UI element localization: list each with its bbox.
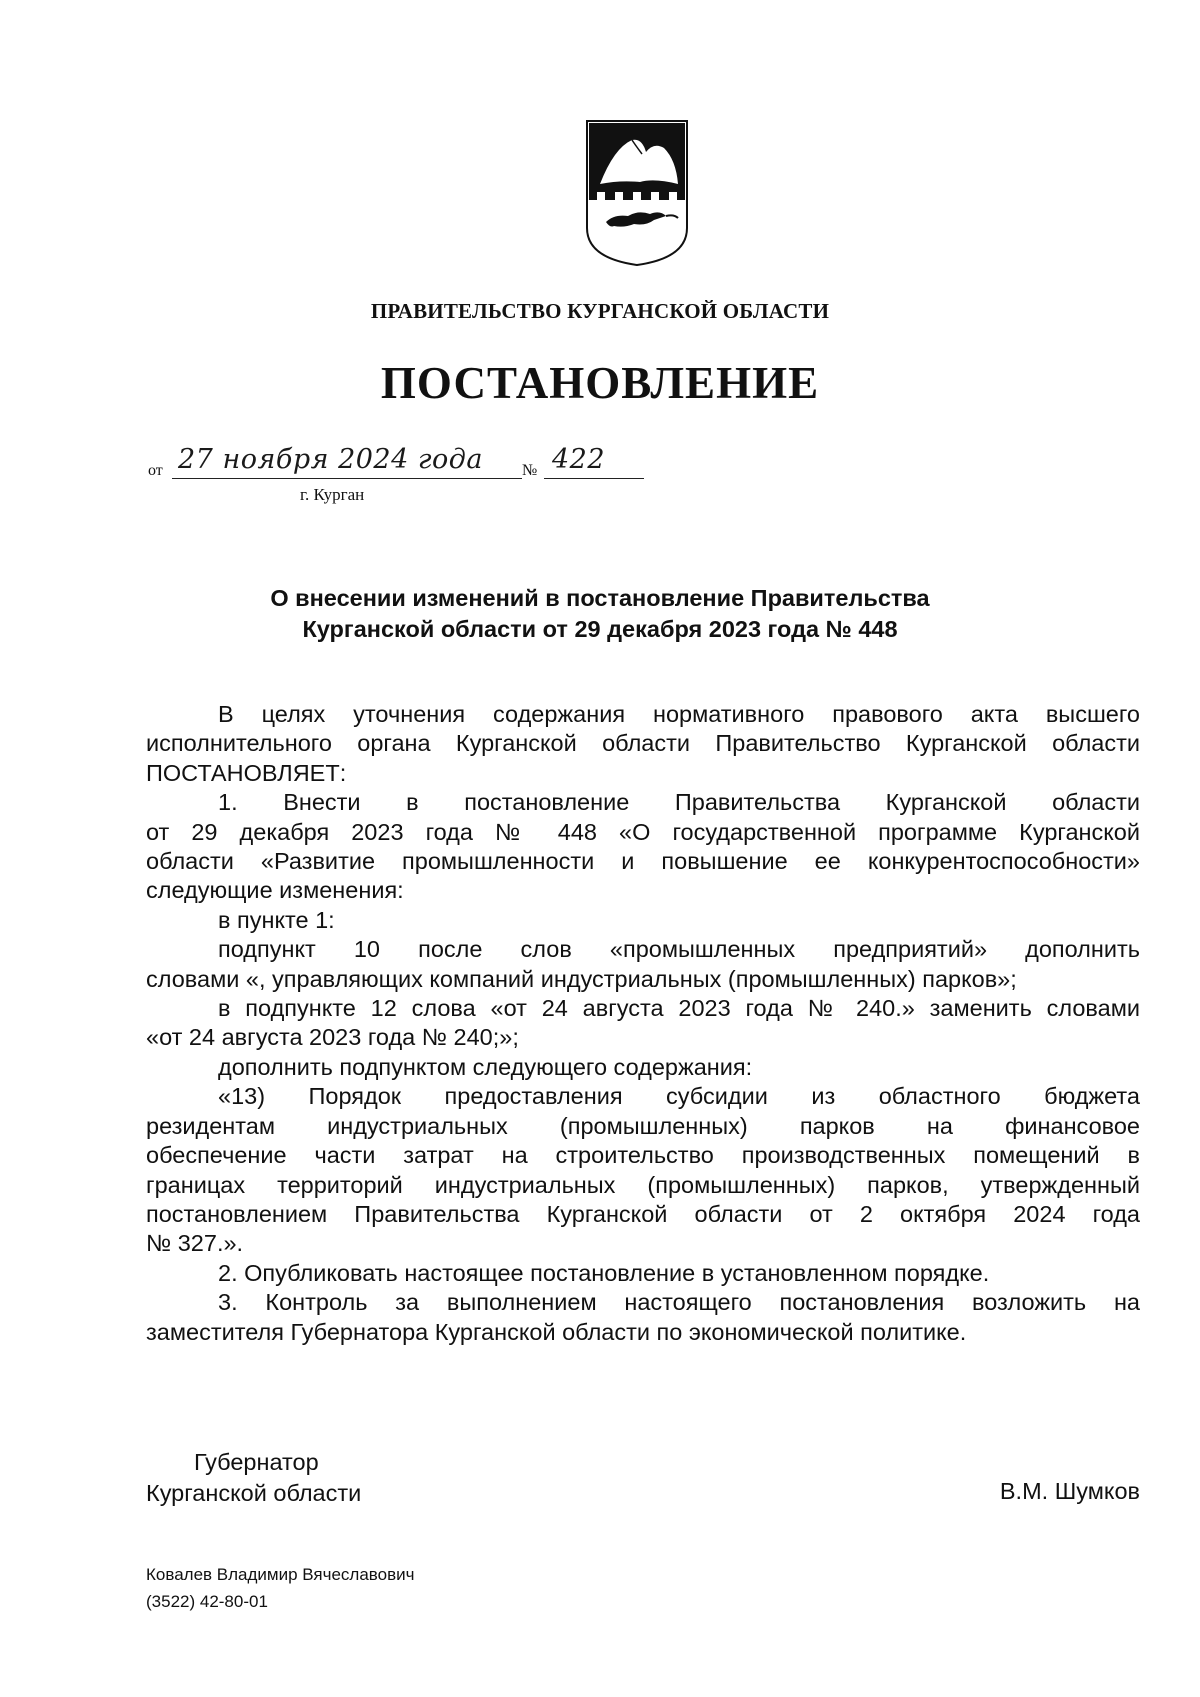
coat-of-arms-icon	[584, 118, 690, 268]
signatory-position-line: Губернатор	[194, 1449, 319, 1475]
body-line: области «Развитие промышленности и повышение ее конкурентоспособности»	[146, 848, 1140, 875]
document-title	[130, 583, 1070, 645]
signatory-position-line: Курганской области	[146, 1480, 362, 1506]
body-line: «13) Порядок предоставления субсидии из областного бюджета	[218, 1083, 1140, 1110]
registration-line	[148, 444, 668, 488]
number-prefix: №	[522, 462, 538, 479]
title-line: Курганской области от 29 декабря 2023 года № 448	[302, 616, 898, 642]
executor-name: Ковалев Владимир Вячеславович	[146, 1565, 415, 1584]
date-prefix: от	[148, 462, 163, 479]
body-line: словами «, управляющих компаний индустриальных (промышленных) парков»;	[146, 965, 1017, 992]
body-line: ПОСТАНОВЛЯЕТ:	[146, 759, 347, 786]
body-line: 2. Опубликовать настоящее постановление в установленном порядке.	[218, 1259, 990, 1286]
body-line: исполнительного органа Курганской области Правительство Курганской области	[146, 730, 1140, 757]
body-line: обеспечение части затрат на строительство производственных помещений в	[146, 1142, 1140, 1169]
body-line: подпункт 10 после слов «промышленных предприятий» дополнить	[218, 936, 1140, 963]
number-underline	[544, 478, 644, 479]
body-line: 3. Контроль за выполнением настоящего постановления возложить на	[218, 1289, 1140, 1316]
executor-info	[146, 1561, 415, 1615]
body-line: «от 24 августа 2023 года № 240;»;	[146, 1024, 519, 1051]
body-line: следующие изменения:	[146, 877, 404, 904]
body-line: в подпункте 12 слова «от 24 августа 2023 года № 240.» заменить словами	[218, 995, 1140, 1022]
handwritten-date: 27 ноября 2024 года	[178, 444, 483, 475]
executor-phone: (3522) 42-80-01	[146, 1592, 268, 1611]
city-label: г. Курган	[300, 485, 365, 504]
government-name: ПРАВИТЕЛЬСТВО КУРГАНСКОЙ ОБЛАСТИ	[370, 299, 830, 323]
body-line: дополнить подпунктом следующего содержания:	[218, 1053, 753, 1080]
body-line: В целях уточнения содержания нормативного правового акта высшего	[218, 701, 1140, 727]
handwritten-number: 422	[552, 444, 606, 475]
body-line: постановлением Правительства Курганской области от 2 октября 2024 года	[146, 1200, 1140, 1227]
signatory-position	[146, 1447, 361, 1509]
body-line: от 29 декабря 2023 года № 448 «О государственной программе Курганской	[146, 818, 1140, 845]
document-body	[146, 700, 1140, 1347]
signatory-name: В.М. Шумков	[999, 1478, 1140, 1504]
body-line: № 327.».	[146, 1230, 244, 1257]
date-underline	[172, 478, 522, 479]
title-line: О внесении изменений в постановление Правительства	[270, 585, 930, 611]
body-line: резидентам индустриальных (промышленных) парков на финансовое	[146, 1112, 1140, 1139]
body-line: в пункте 1:	[218, 906, 335, 933]
body-line: заместителя Губернатора Курганской области по экономической политике.	[146, 1318, 967, 1345]
body-line: границах территорий индустриальных (промышленных) парков, утвержденный	[146, 1171, 1140, 1198]
document-type-title: ПОСТАНОВЛЕНИЕ	[380, 358, 820, 408]
body-line: 1. Внести в постановление Правительства Курганской области	[218, 789, 1140, 816]
